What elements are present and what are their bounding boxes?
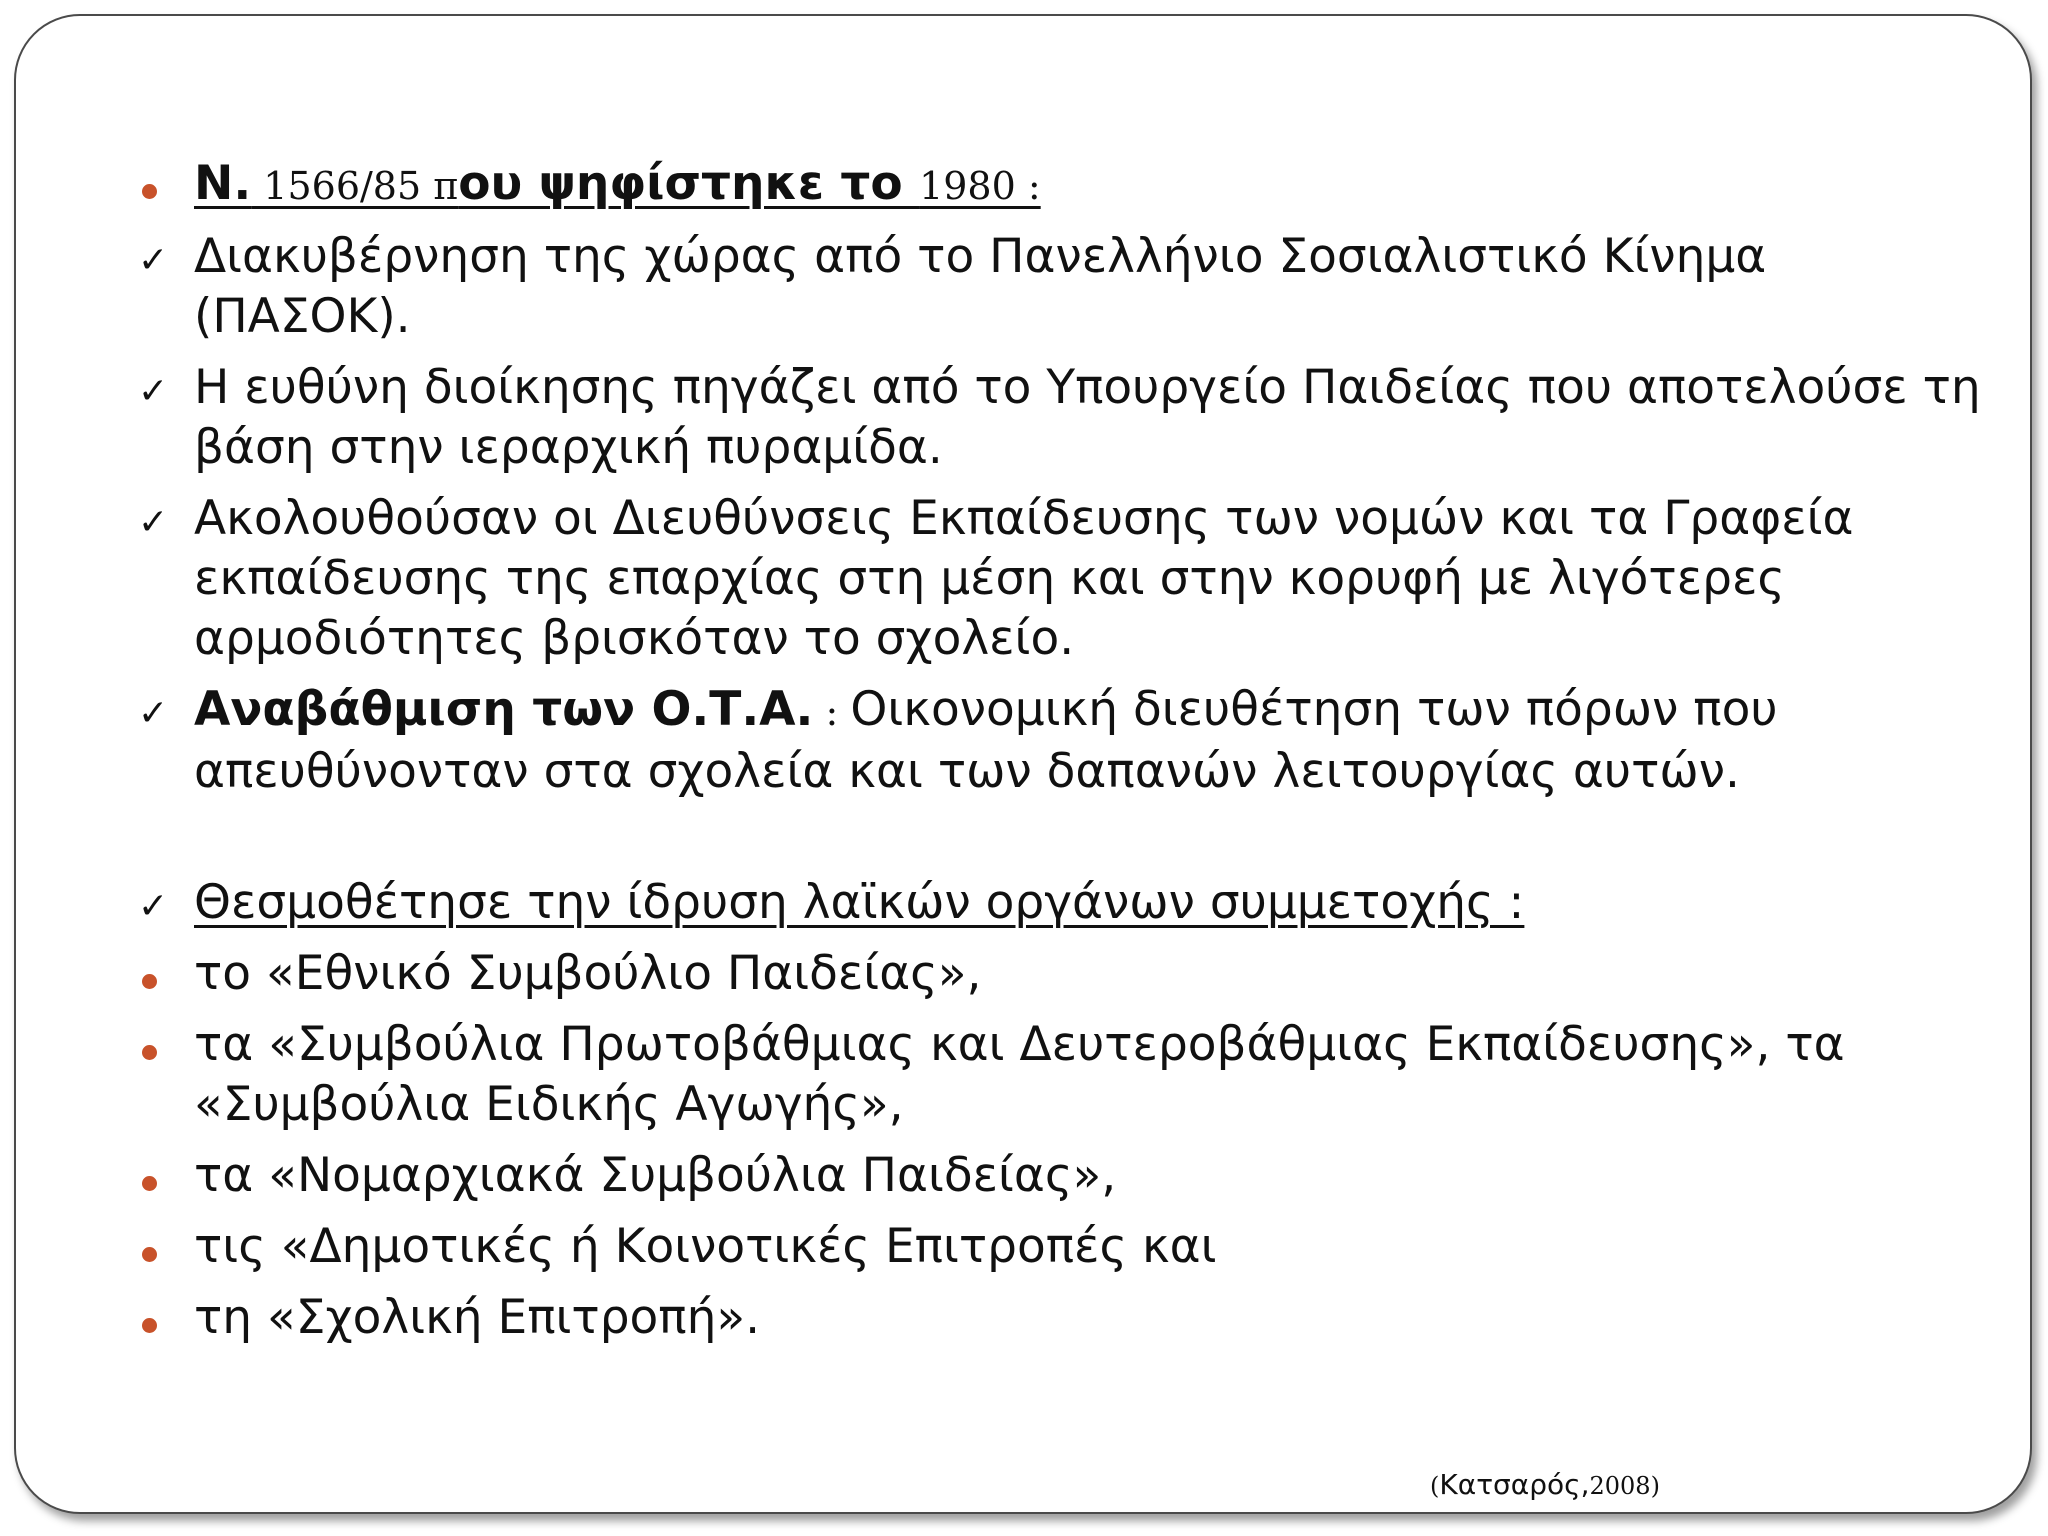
citation-author: Κατσαρός,: [1439, 1468, 1590, 1501]
item-text: [194, 156, 1041, 211]
item-text: [194, 229, 1766, 344]
item-text-part: τη «Σχολική Επιτροπή».: [194, 1290, 761, 1345]
item-text-part: Διακυβέρνηση της χώρας από το Πανελλήνιο Σοσιαλιστικό Κίνημα (ΠΑΣΟΚ).: [194, 229, 1767, 344]
item-text-part: Ν.: [194, 156, 252, 211]
item-text-part: Αναβάθμιση των Ο.Τ.Α.: [194, 682, 814, 737]
item-text-part: :: [813, 690, 851, 734]
orange-dot-icon: [136, 944, 176, 1004]
check-item: [136, 680, 1996, 802]
checkmark-icon: [136, 358, 176, 418]
check-item: [136, 873, 1996, 933]
item-text-part: Οικονομική διευθέτηση των πόρων που απευθύνονταν στα σχολεία και των δαπανών λειτουργίας αυτών.: [194, 682, 1778, 799]
bullet-item: [136, 1146, 1996, 1206]
item-text-part: το «Εθνικό Συμβούλιο Παιδείας»,: [194, 946, 982, 1001]
orange-dot-icon-shape: [142, 184, 157, 199]
bullet-item: [136, 1288, 1996, 1348]
item-text: [194, 1148, 1116, 1203]
item-text: [194, 1017, 1845, 1132]
orange-dot-icon-shape: [142, 1318, 157, 1333]
check-item: [136, 227, 1996, 347]
orange-dot-icon: [136, 1217, 176, 1277]
bullet-item: [136, 944, 1996, 1004]
checkmark-icon: [136, 873, 176, 933]
item-text-part: τα «Νομαρχιακά Συμβούλια Παιδείας»,: [194, 1148, 1117, 1203]
checkmark-icon-glyph: ✓: [138, 240, 169, 281]
bullet-item: [136, 1217, 1996, 1277]
citation: [1430, 1468, 1660, 1501]
orange-dot-icon-shape: [142, 1176, 157, 1191]
item-text-part: ου ψηφίστηκε το: [458, 156, 920, 211]
check-item: [136, 489, 1996, 669]
item-text-part: Η ευθύνη διοίκησης πηγάζει από το Υπουργείο Παιδείας που αποτελούσε τη βάση στην ιεραρχική πυραμίδα.: [194, 360, 1981, 475]
item-text-part: τις «Δημοτικές ή Κοινοτικές Επιτροπές και: [194, 1219, 1217, 1274]
bullet-item: [136, 1015, 1996, 1135]
citation-open: (: [1430, 1472, 1440, 1500]
item-text-part: τα «Συμβούλια Πρωτοβάθμιας και Δευτεροβάθμιας Εκπαίδευσης», τα «Συμβούλια Ειδικής Αγωγής»,: [194, 1017, 1845, 1132]
item-text: [194, 1219, 1217, 1274]
checkmark-icon-glyph: ✓: [138, 886, 169, 927]
orange-dot-icon-shape: [142, 1045, 157, 1060]
checkmark-icon-glyph: ✓: [138, 693, 169, 734]
item-text: [194, 875, 1524, 930]
item-text-part: 1980 :: [919, 164, 1041, 208]
checkmark-icon-glyph: ✓: [138, 502, 169, 543]
item-text: [194, 946, 981, 1001]
item-text-part: Ακολουθούσαν οι Διευθύνσεις Εκπαίδευσης των νομών και τα Γραφεία εκπαίδευσης της επαρχίας στη μέση και στην κορυφή με λιγότερες αρμοδιότητες βρισκόταν το σχολείο.: [194, 491, 1854, 666]
orange-dot-icon: [136, 154, 176, 214]
checkmark-icon-glyph: ✓: [138, 371, 169, 412]
checkmark-icon: [136, 489, 176, 549]
orange-dot-icon: [136, 1015, 176, 1075]
checkmark-icon: [136, 227, 176, 287]
checkmark-icon: [136, 680, 176, 740]
citation-year: 2008): [1589, 1472, 1660, 1500]
item-text: [194, 1290, 760, 1345]
slide-content: [136, 154, 1996, 1359]
orange-dot-icon: [136, 1146, 176, 1206]
orange-dot-icon-shape: [142, 974, 157, 989]
orange-dot-icon: [136, 1288, 176, 1348]
item-text: [194, 491, 1854, 666]
item-text-part: 1566/85 π: [251, 164, 459, 208]
spacer: [136, 813, 1996, 873]
check-item: [136, 358, 1996, 478]
bullet-item: [136, 154, 1996, 216]
item-text: [194, 360, 1981, 475]
slide-frame: [14, 14, 2032, 1514]
orange-dot-icon-shape: [142, 1247, 157, 1262]
item-text: [194, 682, 1778, 799]
item-text-part: Θεσμοθέτησε την ίδρυση λαϊκών οργάνων συμμετοχής :: [194, 875, 1525, 930]
